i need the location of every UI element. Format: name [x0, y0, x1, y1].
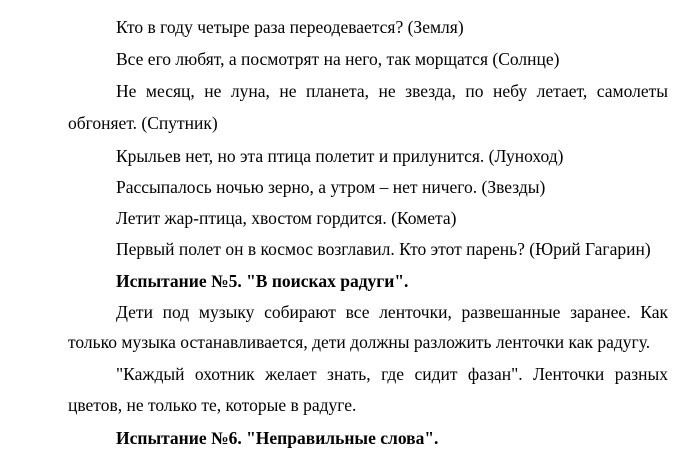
test5-heading: Испытание №5. "В поисках радуги". — [116, 271, 409, 291]
riddle-gagarin: Первый полет он в космос возглавил. Кто этот парень? (Юрий Гагарин) — [116, 239, 651, 259]
riddle-lunokhod: Крыльев нет, но эта птица полетит и прилунится. (Луноход) — [116, 146, 564, 166]
riddle-stars: Рассыпалось ночью зерно, а утром – нет ничего. (Звезды) — [116, 177, 546, 197]
test5-paragraph2-line1: "Каждый охотник желает знать, где сидит фазан". Ленточки разных — [116, 364, 668, 384]
riddle-comet: Летит жар-птица, хвостом гордится. (Комета) — [116, 208, 457, 228]
riddle-earth: Кто в году четыре раза переодевается? (Земля) — [116, 17, 464, 37]
riddle-satellite-line2: обгоняет. (Спутник) — [68, 113, 218, 133]
riddle-sun: Все его любят, а посмотрят на него, так морщатся (Солнце) — [116, 49, 560, 69]
test6-heading: Испытание №6. "Неправильные слова". — [116, 428, 439, 448]
test5-paragraph1-line1: Дети под музыку собирают все ленточки, развешанные заранее. Как — [116, 302, 668, 322]
test5-paragraph1-line2: только музыка останавливается, дети должны разложить ленточки как радугу. — [68, 332, 651, 352]
riddle-satellite-line1: Не месяц, не луна, не планета, не звезда, по небу летает, самолеты — [116, 81, 668, 101]
test5-paragraph2-line2: цветов, не только те, которые в радуге. — [68, 395, 357, 415]
